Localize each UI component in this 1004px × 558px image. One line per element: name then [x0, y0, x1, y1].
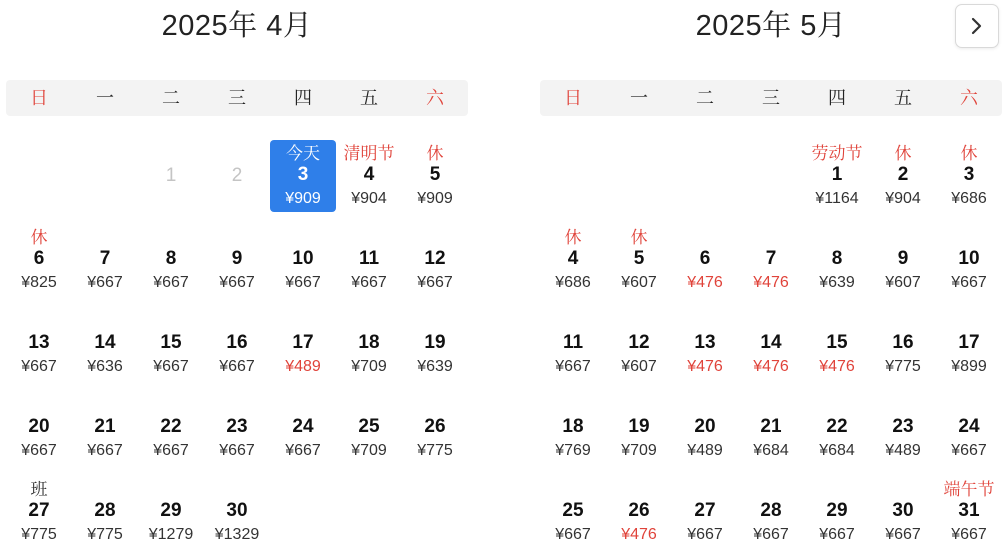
holiday-label: 休: [960, 144, 978, 163]
date-cell[interactable]: [138, 222, 204, 306]
date-cell[interactable]: [936, 390, 1002, 474]
fare-price: ¥909: [285, 190, 321, 207]
day-number: 30: [892, 500, 914, 521]
day-number: 8: [831, 248, 843, 269]
fare-price: ¥667: [951, 526, 987, 543]
date-cell[interactable]: [870, 474, 936, 558]
day-number: 14: [94, 332, 116, 353]
fare-price: ¥476: [753, 274, 789, 291]
fare-price: ¥909: [417, 190, 453, 207]
empty-cell: [672, 138, 738, 222]
day-number: 14: [760, 332, 782, 353]
date-cell[interactable]: [72, 222, 138, 306]
date-cell[interactable]: [138, 474, 204, 558]
day-number: 10: [292, 248, 314, 269]
date-cell[interactable]: [804, 390, 870, 474]
date-cell[interactable]: [738, 306, 804, 390]
empty-cell: [72, 138, 138, 222]
day-number: 12: [424, 248, 446, 269]
date-cell[interactable]: [204, 474, 270, 558]
holiday-label: 端午节: [943, 480, 995, 499]
empty-cell: [336, 474, 402, 558]
fare-price: ¥684: [753, 442, 789, 459]
date-cell[interactable]: [672, 474, 738, 558]
day-number: 21: [94, 416, 116, 437]
date-cell[interactable]: [402, 306, 468, 390]
day-number: 12: [628, 332, 650, 353]
day-number: 11: [358, 248, 380, 269]
day-number: 10: [958, 248, 980, 269]
date-cell[interactable]: [270, 390, 336, 474]
week-row: [540, 138, 1002, 222]
fare-price: ¥489: [687, 442, 723, 459]
fare-price: ¥639: [819, 274, 855, 291]
fare-price: ¥667: [21, 358, 57, 375]
day-number: 7: [765, 248, 777, 269]
day-number: 29: [826, 500, 848, 521]
day-number: 26: [628, 500, 650, 521]
fare-price: ¥476: [687, 358, 723, 375]
weekday-label: 六: [426, 88, 444, 108]
holiday-label: 清明节: [343, 144, 395, 163]
fare-price: ¥476: [621, 526, 657, 543]
day-number: 4: [363, 164, 375, 185]
fare-price: ¥489: [885, 442, 921, 459]
holiday-label: 休: [30, 228, 48, 247]
day-number: 17: [958, 332, 980, 353]
fare-price: ¥476: [687, 274, 723, 291]
date-cell[interactable]: [804, 306, 870, 390]
month-panel-may: [540, 0, 1002, 554]
fare-price: ¥667: [753, 526, 789, 543]
fare-price: ¥607: [621, 358, 657, 375]
day-number: 30: [226, 500, 248, 521]
date-cell[interactable]: [672, 390, 738, 474]
fare-price: ¥667: [87, 442, 123, 459]
fare-price: ¥476: [753, 358, 789, 375]
date-cell[interactable]: [540, 222, 606, 306]
weekday-label: 六: [960, 88, 978, 108]
fare-price: ¥709: [351, 442, 387, 459]
day-number: 3: [297, 164, 309, 185]
date-cell[interactable]: [870, 390, 936, 474]
fare-price: ¥667: [819, 526, 855, 543]
day-number: 24: [292, 416, 314, 437]
date-cell-disabled: [204, 138, 270, 222]
weekday-label: 二: [696, 88, 714, 108]
fare-price: ¥667: [285, 274, 321, 291]
weekday-label: 日: [564, 88, 582, 108]
day-number: 16: [892, 332, 914, 353]
date-cell[interactable]: [540, 390, 606, 474]
weekday-label: 三: [228, 88, 246, 108]
fare-price: ¥667: [285, 442, 321, 459]
day-number: 17: [292, 332, 314, 353]
day-number: 5: [633, 248, 645, 269]
holiday-label: 休: [894, 144, 912, 163]
weekday-header: [6, 80, 468, 116]
holiday-label: 今天: [286, 144, 320, 163]
date-cell[interactable]: [804, 138, 870, 222]
day-number: 21: [760, 416, 782, 437]
holiday-label: 休: [630, 228, 648, 247]
date-cell[interactable]: [402, 138, 468, 222]
date-cell[interactable]: [540, 306, 606, 390]
fare-price: ¥667: [885, 526, 921, 543]
fare-price: ¥686: [951, 190, 987, 207]
fare-price: ¥686: [555, 274, 591, 291]
fare-price: ¥769: [555, 442, 591, 459]
fare-price: ¥667: [351, 274, 387, 291]
day-number: 7: [99, 248, 111, 269]
week-row: [540, 222, 1002, 306]
day-number: 1: [165, 165, 177, 186]
date-cell[interactable]: [6, 390, 72, 474]
date-cell[interactable]: [6, 474, 72, 558]
day-number: 9: [897, 248, 909, 269]
date-cell[interactable]: [72, 474, 138, 558]
date-cell[interactable]: [672, 222, 738, 306]
date-cell[interactable]: [936, 222, 1002, 306]
empty-cell: [402, 474, 468, 558]
fare-price: ¥775: [885, 358, 921, 375]
fare-price: ¥667: [219, 358, 255, 375]
date-cell[interactable]: [804, 222, 870, 306]
fare-price: ¥667: [417, 274, 453, 291]
date-cell-today[interactable]: [270, 138, 336, 222]
date-cell[interactable]: [336, 306, 402, 390]
fare-price: ¥667: [219, 274, 255, 291]
day-number: 8: [165, 248, 177, 269]
week-row: [6, 474, 468, 558]
day-number: 31: [958, 500, 980, 521]
month-title: 2025年 4月: [161, 10, 313, 42]
date-cell[interactable]: [270, 222, 336, 306]
date-cell[interactable]: [270, 306, 336, 390]
day-number: 25: [562, 500, 584, 521]
week-row: [6, 306, 468, 390]
fare-price: ¥775: [87, 526, 123, 543]
date-cell[interactable]: [6, 306, 72, 390]
date-cell[interactable]: [204, 306, 270, 390]
next-month-button[interactable]: [955, 4, 999, 48]
fare-price: ¥1329: [214, 526, 260, 543]
day-number: 29: [160, 500, 182, 521]
weekday-label: 一: [630, 88, 648, 108]
fare-price: ¥639: [417, 358, 453, 375]
weekday-label: 三: [762, 88, 780, 108]
weekday-label: 一: [96, 88, 114, 108]
day-number: 9: [231, 248, 243, 269]
day-number: 18: [562, 416, 584, 437]
week-row: [6, 390, 468, 474]
weekday-label: 二: [162, 88, 180, 108]
date-cell[interactable]: [738, 474, 804, 558]
weekday-label: 五: [360, 88, 378, 108]
date-cell[interactable]: [204, 222, 270, 306]
date-cell[interactable]: [738, 390, 804, 474]
weekday-label: 四: [828, 88, 846, 108]
day-number: 24: [958, 416, 980, 437]
fare-price: ¥1164: [815, 190, 859, 207]
day-number: 23: [892, 416, 914, 437]
week-row: [540, 306, 1002, 390]
date-cell[interactable]: [402, 390, 468, 474]
weekday-label: 五: [894, 88, 912, 108]
day-number: 25: [358, 416, 380, 437]
day-number: 4: [567, 248, 579, 269]
fare-price: ¥709: [351, 358, 387, 375]
date-cell[interactable]: [606, 222, 672, 306]
day-number: 22: [160, 416, 182, 437]
empty-cell: [270, 474, 336, 558]
date-cell[interactable]: [540, 474, 606, 558]
fare-price: ¥667: [555, 526, 591, 543]
week-row: [6, 222, 468, 306]
weekday-label: 日: [30, 88, 48, 108]
day-number: 22: [826, 416, 848, 437]
day-number: 20: [28, 416, 50, 437]
fare-price: ¥775: [21, 526, 57, 543]
fare-price: ¥636: [87, 358, 123, 375]
day-number: 27: [694, 500, 716, 521]
fare-price: ¥684: [819, 442, 855, 459]
day-number: 13: [694, 332, 716, 353]
fare-price: ¥476: [819, 358, 855, 375]
date-cell[interactable]: [738, 222, 804, 306]
month-panel-april: [6, 0, 468, 554]
day-number: 28: [94, 500, 116, 521]
fare-price: ¥709: [621, 442, 657, 459]
fare-price: ¥667: [153, 358, 189, 375]
fare-price: ¥667: [219, 442, 255, 459]
fare-price: ¥825: [21, 274, 57, 291]
day-number: 18: [358, 332, 380, 353]
date-cell-disabled: [138, 138, 204, 222]
date-cell[interactable]: [6, 222, 72, 306]
fare-price: ¥667: [21, 442, 57, 459]
date-cell[interactable]: [672, 306, 738, 390]
day-number: 15: [160, 332, 182, 353]
date-cell[interactable]: [204, 390, 270, 474]
fare-price: ¥667: [87, 274, 123, 291]
weekday-label: 四: [294, 88, 312, 108]
day-number: 5: [429, 164, 441, 185]
date-cell[interactable]: [138, 306, 204, 390]
fare-price: ¥775: [417, 442, 453, 459]
date-cell[interactable]: [138, 390, 204, 474]
fare-price: ¥607: [885, 274, 921, 291]
day-number: 3: [963, 164, 975, 185]
date-cell[interactable]: [606, 474, 672, 558]
day-number: 26: [424, 416, 446, 437]
week-row: [6, 138, 468, 222]
empty-cell: [540, 138, 606, 222]
date-cell[interactable]: [402, 222, 468, 306]
chevron-right-icon: [969, 17, 985, 35]
date-cell[interactable]: [336, 222, 402, 306]
day-number: 23: [226, 416, 248, 437]
holiday-label: 劳动节: [811, 144, 863, 163]
date-cell[interactable]: [870, 306, 936, 390]
day-number: 15: [826, 332, 848, 353]
date-cell[interactable]: [870, 222, 936, 306]
holiday-label: 休: [426, 144, 444, 163]
fare-price: ¥667: [951, 274, 987, 291]
month-title: 2025年 5月: [695, 10, 847, 42]
calendar-grid: [6, 138, 468, 558]
fare-price: ¥667: [687, 526, 723, 543]
day-number: 16: [226, 332, 248, 353]
date-cell[interactable]: [336, 390, 402, 474]
empty-cell: [606, 138, 672, 222]
day-number: 27: [28, 500, 50, 521]
date-cell[interactable]: [804, 474, 870, 558]
day-number: 19: [424, 332, 446, 353]
fare-price: ¥667: [951, 442, 987, 459]
day-number: 1: [831, 164, 843, 185]
empty-cell: [6, 138, 72, 222]
day-number: 6: [699, 248, 711, 269]
empty-cell: [738, 138, 804, 222]
fare-price: ¥489: [285, 358, 321, 375]
date-cell[interactable]: [870, 138, 936, 222]
day-number: 13: [28, 332, 50, 353]
fare-price: ¥667: [153, 274, 189, 291]
holiday-label: 休: [564, 228, 582, 247]
day-number: 20: [694, 416, 716, 437]
fare-price: ¥899: [951, 358, 987, 375]
date-cell[interactable]: [936, 306, 1002, 390]
day-number: 28: [760, 500, 782, 521]
day-number: 2: [231, 165, 243, 186]
date-cell[interactable]: [606, 390, 672, 474]
week-row: [540, 390, 1002, 474]
day-number: 6: [33, 248, 45, 269]
date-cell[interactable]: [936, 474, 1002, 558]
date-cell[interactable]: [936, 138, 1002, 222]
week-row: [540, 474, 1002, 558]
fare-price: ¥667: [555, 358, 591, 375]
fare-price: ¥904: [351, 190, 387, 207]
day-number: 2: [897, 164, 909, 185]
day-number: 11: [562, 332, 584, 353]
date-cell[interactable]: [72, 306, 138, 390]
day-number: 19: [628, 416, 650, 437]
weekday-header: [540, 80, 1002, 116]
holiday-label: 班: [30, 480, 48, 499]
fare-price: ¥1279: [148, 526, 194, 543]
date-cell[interactable]: [336, 138, 402, 222]
date-cell[interactable]: [72, 390, 138, 474]
fare-price: ¥667: [153, 442, 189, 459]
date-cell[interactable]: [606, 306, 672, 390]
calendar-grid: [540, 138, 1002, 558]
fare-price: ¥904: [885, 190, 921, 207]
fare-price: ¥607: [621, 274, 657, 291]
